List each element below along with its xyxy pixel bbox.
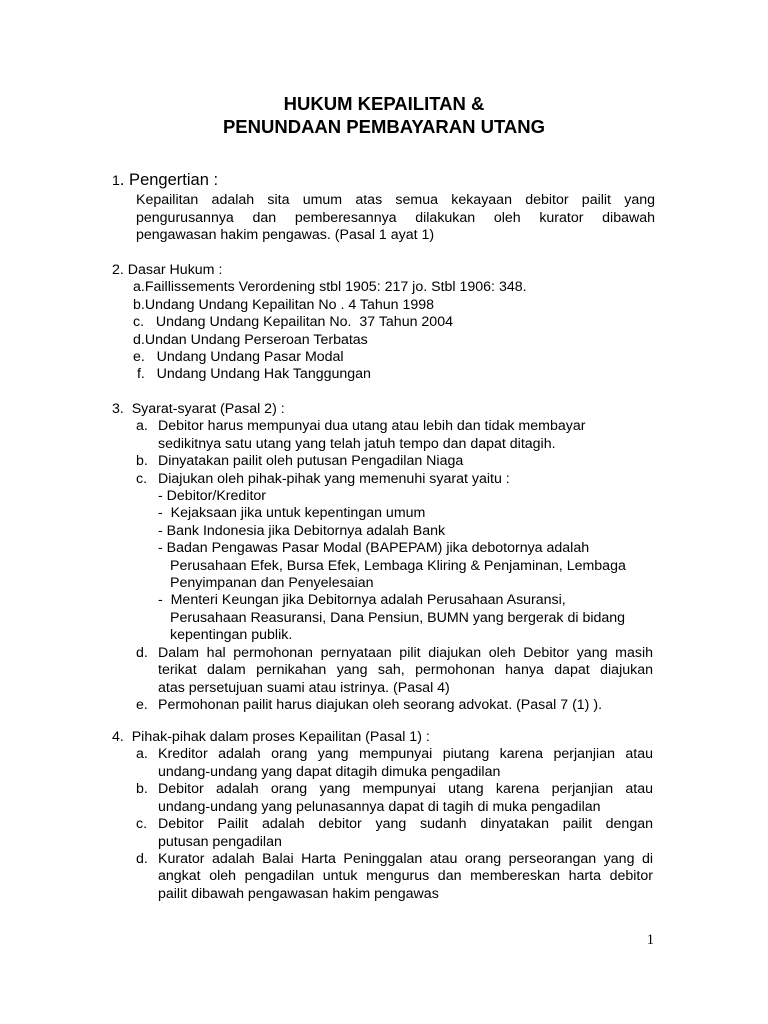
list-marker: b. <box>136 781 148 798</box>
list-marker: a. <box>136 418 148 435</box>
list-item-line: terikat dalam pernikahan yang sah, permohonan hanya dapat diajukan <box>158 662 653 679</box>
section-heading <box>112 172 218 190</box>
section-heading: 3. Syarat-syarat (Pasal 2) : <box>112 401 285 417</box>
list-item-line: putusan pengadilan <box>158 833 282 850</box>
list-item-line: Dinyatakan pailit oleh putusan Pengadilan Niaga <box>158 453 464 470</box>
list-marker: d. <box>136 644 148 661</box>
paragraph-line: pengawasan hakim pengawas. (Pasal 1 ayat 1) <box>136 227 435 243</box>
paragraph-line: Kepailitan adalah sita umum atas semua kekayaan debitor pailit yang <box>136 192 655 208</box>
list-item-line: Debitor harus mempunyai dua utang atau lebih dan tidak membayar <box>158 418 586 435</box>
section-number: 1 <box>112 173 120 189</box>
list-item-text <box>158 781 653 816</box>
list-item-line: Debitor adalah orang yang mempunyai utang karena perjanjian atau <box>158 781 653 798</box>
sub-item-line: Perusahaan Reasuransi, Dana Pensiun, BUMN yang bergerak di bidang <box>170 609 626 626</box>
list-item-line: Permohonan pailit harus diajukan oleh seorang advokat. (Pasal 7 (1) ). <box>158 696 603 713</box>
document-title-line1: HUKUM KEPAILITAN & <box>283 93 485 114</box>
list-item-line: undang-undang yang dapat ditagih dimuka pengadilan <box>158 763 501 780</box>
list-item-text <box>158 851 653 904</box>
list-item: c. Undang Undang Kepailitan No. 37 Tahun 2004 <box>133 314 453 331</box>
list-item-text <box>158 645 653 698</box>
sub-item-line: - Bank Indonesia jika Debitornya adalah Bank <box>158 522 446 539</box>
list-marker: b. <box>136 453 148 470</box>
list-item-line: Dalam hal permohonan pernyataan pilit diajukan oleh Debitor yang masih <box>158 644 653 661</box>
list-item-line: Kurator adalah Balai Harta Peninggalan atau orang perseorangan yang di <box>158 850 653 867</box>
list-item-line: atas persetujuan suami atau istrinya. (Pasal 4) <box>158 679 450 696</box>
list-item: e. Undang Undang Pasar Modal <box>133 349 344 365</box>
list-item-line: Debitor Pailit adalah debitor yang sudanh dinyatakan pailit dengan <box>158 816 653 832</box>
list-item: b.Undang Undang Kepailitan No . 4 Tahun 1998 <box>133 296 435 313</box>
list-item: f. Undang Undang Hak Tanggungan <box>133 366 371 383</box>
list-marker: e. <box>136 696 148 713</box>
list-item: d.Undan Undang Perseroan Terbatas <box>133 331 368 348</box>
sub-item-line: - Debitor/Kreditor <box>158 488 267 504</box>
list-item-text <box>158 746 653 781</box>
list-marker: d. <box>136 850 148 867</box>
list-marker: c. <box>136 816 148 832</box>
sub-item-line: Penyimpanan dan Penyelesaian <box>170 575 374 591</box>
list-item-line: pailit dibawah pengawasan hakim pengawas <box>158 885 439 902</box>
paragraph-line: pengurusannya dan pemberesannya dilakukan oleh kurator dibawah <box>136 209 655 226</box>
list-item-line: sedikitnya satu utang yang telah jatuh tempo dan dapat ditagih. <box>158 435 556 452</box>
section-heading: 2. Dasar Hukum : <box>112 262 223 278</box>
section-heading: 4. Pihak-pihak dalam proses Kepailitan (Pasal 1) : <box>112 729 430 745</box>
list-item-line: undang-undang yang pelunasannya dapat di tagih di muka pengadilan <box>158 798 601 815</box>
sub-item-line: Perusahaan Efek, Bursa Efek, Lembaga Kliring & Penjaminan, Lembaga <box>170 557 626 574</box>
section-heading-text: . Pengertian : <box>119 171 219 189</box>
list-item-line: Diajukan oleh pihak-pihak yang memenuhi syarat yaitu : <box>158 470 510 487</box>
document-title-line2: PENUNDAAN PEMBAYARAN UTANG <box>222 116 546 137</box>
page-number: 1 <box>646 932 654 948</box>
sub-item-line: - Menteri Keungan jika Debitornya adalah Perusahaan Asuransi, <box>158 592 566 609</box>
list-item-text <box>158 816 653 851</box>
sub-item-line: - Badan Pengawas Pasar Modal (BAPEPAM) jika debotornya adalah <box>158 540 590 557</box>
sub-item-line: - Kejaksaan jika untuk kepentingan umum <box>158 505 426 522</box>
paragraph-definition <box>136 192 655 245</box>
sub-item-line: kepentingan publik. <box>170 627 293 644</box>
list-item: a.Faillissements Verordening stbl 1905: 217 jo. Stbl 1906: 348. <box>133 279 527 296</box>
list-marker: a. <box>136 746 148 763</box>
list-marker: c. <box>136 470 148 487</box>
list-item-line: Kreditor adalah orang yang mempunyai piutang karena perjanjian atau <box>158 746 653 763</box>
list-item-line: angkat oleh pengadilan untuk mengurus dan membereskan harta debitor <box>158 868 653 885</box>
